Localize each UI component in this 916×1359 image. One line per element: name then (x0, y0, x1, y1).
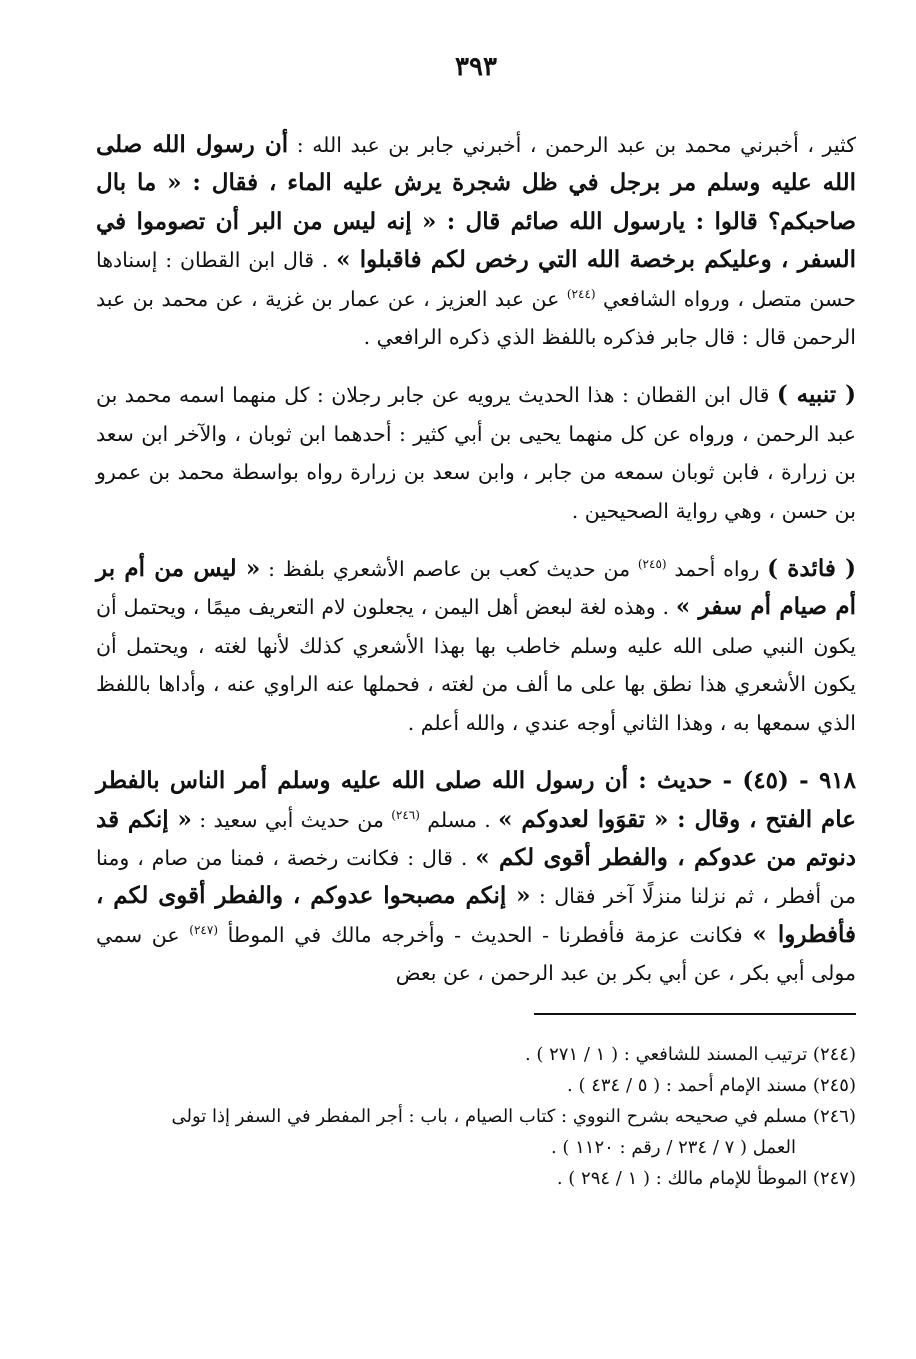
footnote-continuation: العمل ( ٧ / ٢٣٤ / رقم : ١١٢٠ ) . (550, 1136, 796, 1158)
bold-text: ( تنبيه ) (776, 381, 856, 409)
footnote (96, 1101, 856, 1163)
text-segment: كثير ، أخبرني محمد بن عبد الرحمن ، أخبرني جابر بن عبد الله : (288, 133, 856, 157)
footnote-separator (534, 1013, 856, 1015)
paragraph-p1 (96, 126, 856, 356)
footnote-ref: (٢٤٥) (637, 557, 667, 572)
footnotes (96, 1039, 856, 1194)
text-segment: رواه أحمد (666, 557, 768, 582)
text-segment: من حديث أبي سعيد : (191, 807, 392, 832)
footnote-text: (٢٤٧) الموطأ للإمام مالك : ( ١ / ٢٩٤ ) . (556, 1167, 856, 1189)
bold-text: ٩١٨ - (٤٥) - حديث : أن رسول الله صلى الله عليه وسلم أمر الناس بالفطر عام الفتح ، وقال : « تقوَوا لعدوكم » (96, 767, 856, 833)
text-segment: . مسلم (419, 807, 499, 832)
footnote-ref: (٢٤٤) (566, 286, 596, 301)
bold-text: « إنكم قد دنوتم من عدوكم ، والفطر أقوى لكم » (96, 805, 856, 871)
text-segment: . وهذه لغة لبعض أهل اليمن ، يجعلون لام التعريف ميمًا ، ويحتمل أن يكون النبي صلى الله عليه وسلم خاطب بها بهذا الأشعري كذلك لأنها لغته ، ويحتمل أن يكون الأشعري هذا نطق بها على ما ألف من لغته ، فحملها عنه الراوي عنه ، وأداها باللفظ الذي سمعها به ، وهذا الثاني أوجه عندي ، والله أعلم . (96, 595, 856, 735)
text-segment: من حديث كعب بن عاصم الأشعري بلفظ : (260, 557, 638, 582)
footnote (96, 1070, 856, 1101)
bold-text: « ليس من أم بر أم صيام أم سفر » (96, 555, 856, 621)
page-number: ٣٩٣ (455, 52, 497, 82)
text-segment: عن سمي مولى أبي بكر ، عن أبي بكر بن عبد الرحمن ، عن بعض (96, 922, 856, 986)
text-segment: . قال ابن القطان : إسنادها حسن متصل ، ورواه الشافعي (96, 248, 856, 311)
bold-text: أن رسول الله صلى الله عليه وسلم مر برجل في ظل شجرة يرش عليه الماء ، فقال : « ما بال صاحبكم؟ قالوا : يارسول الله صائم قال : « إنه ليس من البر أن تصوموا في السفر ، وعليكم برخصة الله التي رخص لكم فاقبلوا » (96, 131, 857, 274)
bold-text: « إنكم مصبحوا عدوكم ، والفطر أقوى لكم ، فأفطروا » (96, 882, 856, 948)
paragraph-p4 (96, 762, 856, 992)
text-segment: . قال : فكانت رخصة ، فمنا من صام ، ومنا من أفطر ، ثم نزلنا منزلًا آخر فقال : (96, 845, 856, 909)
footnote-ref: (٢٤٦) (391, 807, 420, 822)
text-segment: فكانت عزمة فأفطرنا - الحديث - وأخرجه مالك في الموطأ (218, 922, 753, 947)
bold-text: ( فائدة ) (767, 555, 856, 583)
footnote-text: (٢٤٦) مسلم في صحيحه بشرح النووي : كتاب الصيام ، باب : أجر المفطر في السفر إذا تولى (171, 1105, 856, 1127)
footnote-separator-wrap (96, 1013, 856, 1017)
paragraph-p2 (96, 376, 856, 530)
paragraph-p3 (96, 550, 856, 742)
footnote-ref: (٢٤٧) (189, 922, 218, 937)
footnote (96, 1163, 856, 1194)
footnote-text: (٢٤٥) مسند الإمام أحمد : ( ٥ / ٤٣٤ ) . (567, 1074, 856, 1096)
text-segment: عن عبد العزيز ، عن عمار بن غزية ، عن محمد بن عبد الرحمن قال : قال جابر فذكره باللفظ الذي ذكره الرافعي . (96, 286, 856, 350)
footnote-text: (٢٤٤) ترتيب المسند للشافعي : ( ١ / ٢٧١ ) . (524, 1043, 856, 1065)
footnote (96, 1039, 856, 1070)
body-text (96, 126, 856, 993)
text-segment: قال ابن القطان : هذا الحديث يرويه عن جابر رجلان : كل منهما اسمه محمد بن عبد الرحمن ، ورواه عن كل منهما يحيى بن أبي كثير : أحدهما ابن ثوبان ، والآخر ابن سعد بن زرارة ، فابن ثوبان سمعه من جابر ، وابن سعد بن زرارة رواه بواسطة محمد بن عمرو بن حسن ، وهي رواية الصحيحين . (96, 383, 856, 523)
